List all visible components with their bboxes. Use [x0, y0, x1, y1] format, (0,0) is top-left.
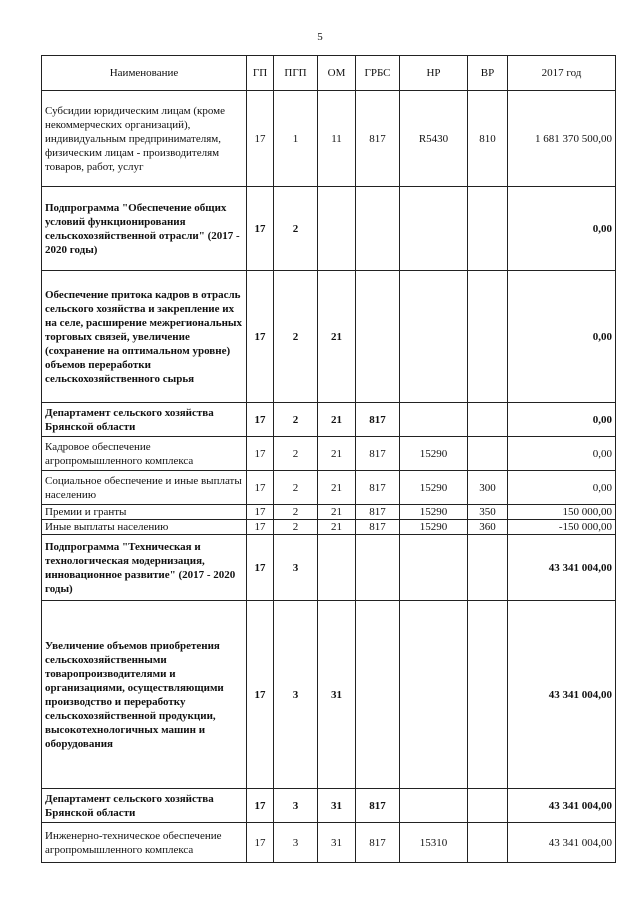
row-grbs: [356, 601, 400, 789]
row-gp: 17: [247, 535, 274, 601]
row-np: [400, 535, 468, 601]
row-gp: 17: [247, 505, 274, 520]
table-row: [42, 187, 616, 271]
row-grbs: [356, 187, 400, 271]
row-vr: 360: [468, 520, 508, 535]
row-name: Иные выплаты населению: [42, 520, 247, 535]
table-row: [42, 823, 616, 863]
row-grbs: 817: [356, 403, 400, 437]
row-pgp: 2: [274, 520, 318, 535]
budget-table: [41, 55, 616, 863]
row-pgp: 2: [274, 271, 318, 403]
row-om: 21: [318, 520, 356, 535]
row-pgp: 2: [274, 187, 318, 271]
row-om: 31: [318, 823, 356, 863]
table-row: [42, 471, 616, 505]
row-om: 21: [318, 471, 356, 505]
row-pgp: 1: [274, 91, 318, 187]
header-year: 2017 год: [508, 56, 616, 91]
table-row: [42, 601, 616, 789]
header-om: ОМ: [318, 56, 356, 91]
row-sum: -150 000,00: [508, 520, 616, 535]
page-number: 5: [317, 31, 323, 43]
table-row: [42, 535, 616, 601]
row-name: Департамент сельского хозяйства Брянской области: [42, 789, 247, 823]
row-sum: 0,00: [508, 471, 616, 505]
row-vr: [468, 823, 508, 863]
row-sum: 150 000,00: [508, 505, 616, 520]
row-vr: [468, 437, 508, 471]
row-np: 15310: [400, 823, 468, 863]
row-name: Департамент сельского хозяйства Брянской области: [42, 403, 247, 437]
row-gp: 17: [247, 601, 274, 789]
header-vr: ВР: [468, 56, 508, 91]
header-np: НР: [400, 56, 468, 91]
row-np: [400, 403, 468, 437]
row-name: Увеличение объемов приобретения сельскохозяйственными товаропроизводителями и организациями, осуществляющими производство и переработку сельскохозяйственной продукции, высокотехнологичных машин и оборудования: [42, 601, 247, 789]
row-name: Подпрограмма "Техническая и технологическая модернизация, инновационное развитие" (2017 - 2020 годы): [42, 535, 247, 601]
row-gp: 17: [247, 271, 274, 403]
row-name: Обеспечение притока кадров в отрасль сельского хозяйства и закрепление их на селе, расширение межрегиональных торговых связей, увеличение (сохранение на оптимальном уровне) объемов переработки сельскохозяйственного сырья: [42, 271, 247, 403]
row-vr: [468, 535, 508, 601]
row-pgp: 2: [274, 471, 318, 505]
row-gp: 17: [247, 471, 274, 505]
row-gp: 17: [247, 187, 274, 271]
row-gp: 17: [247, 91, 274, 187]
row-sum: 0,00: [508, 437, 616, 471]
row-vr: 350: [468, 505, 508, 520]
row-grbs: 817: [356, 823, 400, 863]
row-pgp: 3: [274, 789, 318, 823]
header-row: [42, 56, 616, 91]
row-grbs: 817: [356, 789, 400, 823]
row-om: 21: [318, 403, 356, 437]
table-row: [42, 505, 616, 520]
header-pgp: ПГП: [274, 56, 318, 91]
table-row: [42, 271, 616, 403]
row-vr: [468, 187, 508, 271]
table-row: [42, 520, 616, 535]
row-np: [400, 789, 468, 823]
row-pgp: 2: [274, 437, 318, 471]
row-om: [318, 535, 356, 601]
row-sum: 43 341 004,00: [508, 789, 616, 823]
row-pgp: 2: [274, 505, 318, 520]
row-sum: 0,00: [508, 187, 616, 271]
row-om: 21: [318, 271, 356, 403]
row-gp: 17: [247, 437, 274, 471]
row-np: R5430: [400, 91, 468, 187]
row-name: Подпрограмма "Обеспечение общих условий функционирования сельскохозяйственной отрасли" (2017 - 2020 годы): [42, 187, 247, 271]
table-row: [42, 91, 616, 187]
row-sum: 43 341 004,00: [508, 823, 616, 863]
row-name: Премии и гранты: [42, 505, 247, 520]
row-np: [400, 271, 468, 403]
row-gp: 17: [247, 520, 274, 535]
row-pgp: 2: [274, 403, 318, 437]
row-grbs: 817: [356, 505, 400, 520]
row-np: 15290: [400, 437, 468, 471]
row-name: Инженерно-техническое обеспечение агропромышленного комплекса: [42, 823, 247, 863]
row-sum: 43 341 004,00: [508, 535, 616, 601]
row-np: [400, 601, 468, 789]
row-gp: 17: [247, 403, 274, 437]
row-pgp: 3: [274, 601, 318, 789]
row-grbs: 817: [356, 91, 400, 187]
row-om: 31: [318, 789, 356, 823]
row-vr: [468, 403, 508, 437]
row-sum: 0,00: [508, 403, 616, 437]
row-sum: 1 681 370 500,00: [508, 91, 616, 187]
row-pgp: 3: [274, 823, 318, 863]
row-pgp: 3: [274, 535, 318, 601]
row-om: 21: [318, 505, 356, 520]
row-vr: 810: [468, 91, 508, 187]
row-om: 31: [318, 601, 356, 789]
row-om: 21: [318, 437, 356, 471]
table-row: [42, 437, 616, 471]
row-vr: [468, 601, 508, 789]
header-gp: ГП: [247, 56, 274, 91]
row-grbs: [356, 535, 400, 601]
row-vr: [468, 789, 508, 823]
row-sum: 0,00: [508, 271, 616, 403]
row-name: Социальное обеспечение и иные выплаты населению: [42, 471, 247, 505]
row-gp: 17: [247, 823, 274, 863]
row-vr: [468, 271, 508, 403]
row-name: Кадровое обеспечение агропромышленного комплекса: [42, 437, 247, 471]
row-om: 11: [318, 91, 356, 187]
row-grbs: 817: [356, 437, 400, 471]
row-sum: 43 341 004,00: [508, 601, 616, 789]
header-name: Наименование: [42, 56, 247, 91]
row-grbs: 817: [356, 520, 400, 535]
table-row: [42, 403, 616, 437]
row-vr: 300: [468, 471, 508, 505]
row-name: Субсидии юридическим лицам (кроме некоммерческих организаций), индивидуальным предпринимателям, физическим лицам - производителям товаров, работ, услуг: [42, 91, 247, 187]
row-np: [400, 187, 468, 271]
row-gp: 17: [247, 789, 274, 823]
row-grbs: [356, 271, 400, 403]
header-grbs: ГРБС: [356, 56, 400, 91]
row-om: [318, 187, 356, 271]
row-grbs: 817: [356, 471, 400, 505]
table-row: [42, 789, 616, 823]
row-np: 15290: [400, 520, 468, 535]
row-np: 15290: [400, 471, 468, 505]
row-np: 15290: [400, 505, 468, 520]
